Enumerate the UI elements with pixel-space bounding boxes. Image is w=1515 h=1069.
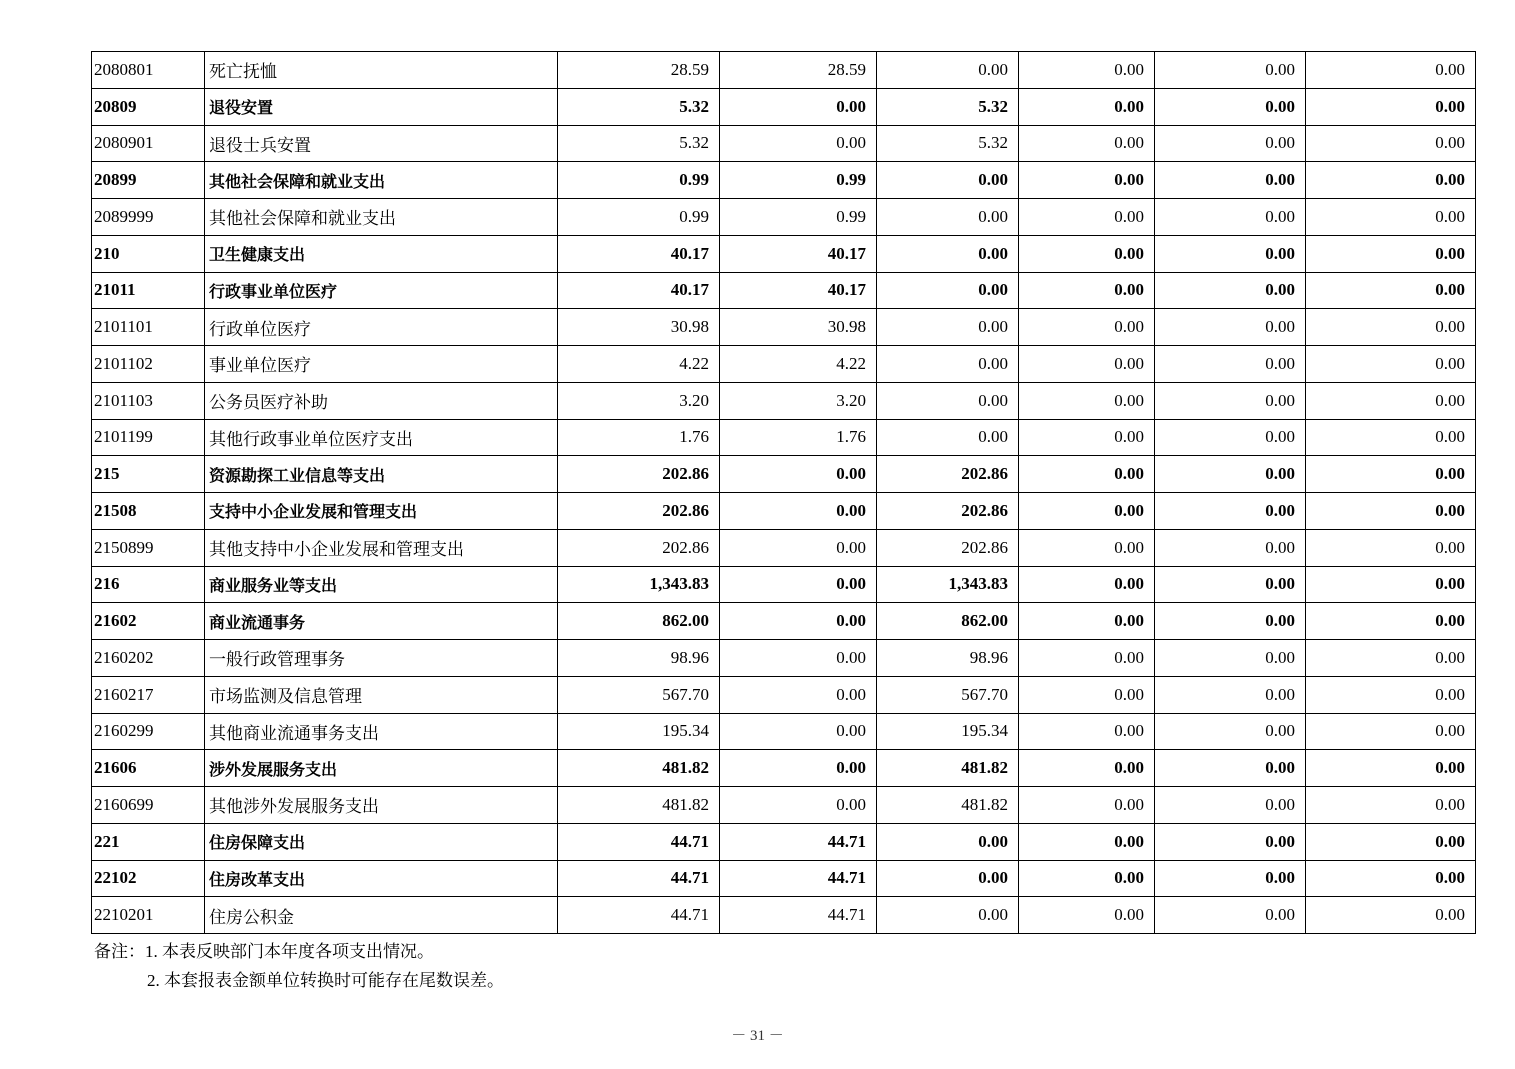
table-row	[92, 566, 1476, 603]
table-row	[92, 860, 1476, 897]
amount-cell: 0.00	[1306, 897, 1476, 934]
amount-cell: 0.00	[1019, 235, 1155, 272]
amount-cell: 0.00	[1306, 199, 1476, 236]
subject-name-cell: 其他社会保障和就业支出	[205, 199, 558, 236]
amount-cell: 0.00	[877, 199, 1019, 236]
amount-cell: 0.99	[558, 199, 720, 236]
amount-cell: 0.00	[877, 860, 1019, 897]
amount-cell: 0.00	[1155, 235, 1306, 272]
amount-cell: 0.00	[1306, 640, 1476, 677]
amount-cell: 0.00	[1019, 787, 1155, 824]
amount-cell: 0.00	[1155, 529, 1306, 566]
table-row	[92, 787, 1476, 824]
table-row	[92, 713, 1476, 750]
amount-cell: 0.00	[720, 88, 877, 125]
subject-code-cell: 2101101	[92, 309, 205, 346]
amount-cell: 0.00	[1019, 162, 1155, 199]
amount-cell: 3.20	[720, 382, 877, 419]
table-row	[92, 235, 1476, 272]
amount-cell: 0.00	[1306, 309, 1476, 346]
amount-cell: 0.00	[1306, 603, 1476, 640]
amount-cell: 0.00	[1155, 162, 1306, 199]
table-row	[92, 125, 1476, 162]
table-row	[92, 456, 1476, 493]
subject-code-cell: 21011	[92, 272, 205, 309]
amount-cell: 0.00	[720, 125, 877, 162]
amount-cell: 202.86	[558, 529, 720, 566]
amount-cell: 0.00	[720, 750, 877, 787]
amount-cell: 481.82	[877, 750, 1019, 787]
amount-cell: 0.00	[877, 162, 1019, 199]
amount-cell: 44.71	[558, 897, 720, 934]
amount-cell: 0.00	[1155, 419, 1306, 456]
subject-name-cell: 商业服务业等支出	[205, 566, 558, 603]
subject-code-cell: 215	[92, 456, 205, 493]
subject-name-cell: 商业流通事务	[205, 603, 558, 640]
amount-cell: 0.00	[1019, 750, 1155, 787]
amount-cell: 1.76	[720, 419, 877, 456]
amount-cell: 44.71	[558, 823, 720, 860]
amount-cell: 0.99	[720, 199, 877, 236]
amount-cell: 0.00	[1155, 125, 1306, 162]
subject-name-cell: 支持中小企业发展和管理支出	[205, 493, 558, 530]
amount-cell: 0.00	[1019, 603, 1155, 640]
amount-cell: 98.96	[558, 640, 720, 677]
amount-cell: 202.86	[877, 456, 1019, 493]
amount-cell: 0.00	[1155, 493, 1306, 530]
amount-cell: 0.00	[1019, 493, 1155, 530]
subject-code-cell: 2160217	[92, 676, 205, 713]
amount-cell: 0.00	[1019, 713, 1155, 750]
table-row	[92, 419, 1476, 456]
amount-cell: 0.00	[1019, 529, 1155, 566]
amount-cell: 0.00	[720, 640, 877, 677]
amount-cell: 0.00	[1155, 272, 1306, 309]
amount-cell: 0.00	[1155, 787, 1306, 824]
subject-code-cell: 22102	[92, 860, 205, 897]
amount-cell: 0.00	[1306, 566, 1476, 603]
subject-name-cell: 退役士兵安置	[205, 125, 558, 162]
amount-cell: 0.00	[1019, 823, 1155, 860]
table-row	[92, 493, 1476, 530]
amount-cell: 0.00	[1306, 125, 1476, 162]
amount-cell: 0.00	[720, 676, 877, 713]
amount-cell: 0.00	[1306, 823, 1476, 860]
amount-cell: 0.00	[877, 419, 1019, 456]
subject-name-cell: 住房保障支出	[205, 823, 558, 860]
subject-name-cell: 死亡抚恤	[205, 52, 558, 89]
page-number: － 31 －	[731, 1028, 784, 1044]
subject-name-cell: 市场监测及信息管理	[205, 676, 558, 713]
subject-name-cell: 住房公积金	[205, 897, 558, 934]
amount-cell: 0.00	[1306, 235, 1476, 272]
amount-cell: 3.20	[558, 382, 720, 419]
amount-cell: 195.34	[558, 713, 720, 750]
amount-cell: 0.00	[720, 456, 877, 493]
amount-cell: 5.32	[877, 125, 1019, 162]
amount-cell: 0.00	[877, 52, 1019, 89]
subject-code-cell: 2089999	[92, 199, 205, 236]
amount-cell: 0.00	[1155, 860, 1306, 897]
amount-cell: 0.00	[720, 566, 877, 603]
amount-cell: 0.00	[1306, 676, 1476, 713]
amount-cell: 0.00	[1155, 309, 1306, 346]
amount-cell: 40.17	[720, 272, 877, 309]
footnote-1: 备注：1. 本表反映部门本年度各项支出情况。	[94, 942, 434, 961]
subject-code-cell: 2101103	[92, 382, 205, 419]
subject-code-cell: 2150899	[92, 529, 205, 566]
amount-cell: 0.00	[877, 235, 1019, 272]
subject-name-cell: 卫生健康支出	[205, 235, 558, 272]
amount-cell: 40.17	[558, 272, 720, 309]
amount-cell: 195.34	[877, 713, 1019, 750]
amount-cell: 28.59	[558, 52, 720, 89]
amount-cell: 0.00	[1155, 199, 1306, 236]
amount-cell: 1,343.83	[877, 566, 1019, 603]
amount-cell: 481.82	[558, 750, 720, 787]
subject-name-cell: 资源勘探工业信息等支出	[205, 456, 558, 493]
amount-cell: 0.00	[1306, 713, 1476, 750]
subject-name-cell: 涉外发展服务支出	[205, 750, 558, 787]
amount-cell: 4.22	[720, 346, 877, 383]
amount-cell: 44.71	[558, 860, 720, 897]
amount-cell: 0.00	[1019, 860, 1155, 897]
subject-code-cell: 210	[92, 235, 205, 272]
amount-cell: 0.00	[1306, 456, 1476, 493]
subject-code-cell: 2101102	[92, 346, 205, 383]
amount-cell: 0.00	[877, 382, 1019, 419]
table-row	[92, 52, 1476, 89]
amount-cell: 0.00	[1019, 382, 1155, 419]
amount-cell: 1.76	[558, 419, 720, 456]
amount-cell: 0.00	[720, 787, 877, 824]
subject-code-cell: 2080801	[92, 52, 205, 89]
table-row	[92, 346, 1476, 383]
amount-cell: 0.00	[1155, 88, 1306, 125]
amount-cell: 0.00	[1306, 88, 1476, 125]
amount-cell: 0.00	[1306, 750, 1476, 787]
amount-cell: 0.00	[1155, 897, 1306, 934]
amount-cell: 0.00	[720, 713, 877, 750]
amount-cell: 0.00	[1155, 382, 1306, 419]
amount-cell: 0.00	[1019, 640, 1155, 677]
amount-cell: 0.00	[877, 897, 1019, 934]
subject-name-cell: 行政单位医疗	[205, 309, 558, 346]
subject-code-cell: 2160202	[92, 640, 205, 677]
amount-cell: 0.00	[877, 346, 1019, 383]
amount-cell: 0.00	[1306, 787, 1476, 824]
subject-code-cell: 221	[92, 823, 205, 860]
amount-cell: 0.00	[1019, 897, 1155, 934]
amount-cell: 5.32	[877, 88, 1019, 125]
subject-code-cell: 2210201	[92, 897, 205, 934]
subject-code-cell: 2080901	[92, 125, 205, 162]
amount-cell: 44.71	[720, 860, 877, 897]
amount-cell: 0.00	[877, 823, 1019, 860]
amount-cell: 0.00	[1019, 456, 1155, 493]
subject-name-cell: 其他行政事业单位医疗支出	[205, 419, 558, 456]
amount-cell: 0.00	[877, 272, 1019, 309]
subject-name-cell: 住房改革支出	[205, 860, 558, 897]
subject-name-cell: 事业单位医疗	[205, 346, 558, 383]
amount-cell: 0.00	[720, 603, 877, 640]
amount-cell: 0.00	[1306, 162, 1476, 199]
subject-name-cell: 其他支持中小企业发展和管理支出	[205, 529, 558, 566]
amount-cell: 0.00	[1019, 52, 1155, 89]
table-row	[92, 272, 1476, 309]
table-row	[92, 309, 1476, 346]
subject-code-cell: 20809	[92, 88, 205, 125]
amount-cell: 481.82	[558, 787, 720, 824]
amount-cell: 202.86	[558, 493, 720, 530]
table-row	[92, 199, 1476, 236]
amount-cell: 0.00	[1019, 272, 1155, 309]
amount-cell: 0.00	[1155, 713, 1306, 750]
subject-name-cell: 退役安置	[205, 88, 558, 125]
amount-cell: 44.71	[720, 823, 877, 860]
amount-cell: 0.99	[558, 162, 720, 199]
amount-cell: 4.22	[558, 346, 720, 383]
amount-cell: 1,343.83	[558, 566, 720, 603]
table-row	[92, 603, 1476, 640]
amount-cell: 0.00	[1306, 860, 1476, 897]
table-row	[92, 640, 1476, 677]
subject-name-cell: 其他社会保障和就业支出	[205, 162, 558, 199]
amount-cell: 5.32	[558, 125, 720, 162]
subject-name-cell: 其他涉外发展服务支出	[205, 787, 558, 824]
amount-cell: 0.00	[1306, 382, 1476, 419]
amount-cell: 28.59	[720, 52, 877, 89]
amount-cell: 0.00	[1019, 199, 1155, 236]
amount-cell: 0.00	[1306, 52, 1476, 89]
amount-cell: 0.00	[720, 493, 877, 530]
amount-cell: 0.00	[1019, 309, 1155, 346]
amount-cell: 0.00	[1306, 493, 1476, 530]
subject-code-cell: 20899	[92, 162, 205, 199]
footnotes	[94, 937, 504, 995]
amount-cell: 0.00	[1019, 566, 1155, 603]
table-row	[92, 823, 1476, 860]
amount-cell: 0.00	[1306, 529, 1476, 566]
table-body	[92, 52, 1476, 934]
amount-cell: 567.70	[558, 676, 720, 713]
amount-cell: 481.82	[877, 787, 1019, 824]
amount-cell: 0.00	[720, 529, 877, 566]
subject-name-cell: 行政事业单位医疗	[205, 272, 558, 309]
amount-cell: 44.71	[720, 897, 877, 934]
amount-cell: 0.00	[1306, 346, 1476, 383]
amount-cell: 567.70	[877, 676, 1019, 713]
subject-name-cell: 公务员医疗补助	[205, 382, 558, 419]
subject-code-cell: 2160299	[92, 713, 205, 750]
amount-cell: 5.32	[558, 88, 720, 125]
subject-code-cell: 21602	[92, 603, 205, 640]
amount-cell: 0.00	[1155, 676, 1306, 713]
amount-cell: 30.98	[720, 309, 877, 346]
expenditure-table	[91, 51, 1476, 934]
amount-cell: 0.00	[1155, 566, 1306, 603]
subject-name-cell: 其他商业流通事务支出	[205, 713, 558, 750]
amount-cell: 0.00	[1019, 88, 1155, 125]
amount-cell: 98.96	[877, 640, 1019, 677]
amount-cell: 862.00	[558, 603, 720, 640]
subject-name-cell: 一般行政管理事务	[205, 640, 558, 677]
table-row	[92, 750, 1476, 787]
subject-code-cell: 2101199	[92, 419, 205, 456]
table-row	[92, 529, 1476, 566]
amount-cell: 40.17	[558, 235, 720, 272]
amount-cell: 0.00	[1019, 419, 1155, 456]
table-row	[92, 88, 1476, 125]
footnote-2: 2. 本套报表金额单位转换时可能存在尾数误差。	[147, 971, 504, 990]
amount-cell: 0.00	[1155, 750, 1306, 787]
amount-cell: 862.00	[877, 603, 1019, 640]
amount-cell: 0.00	[1306, 419, 1476, 456]
amount-cell: 0.00	[1155, 346, 1306, 383]
table-row	[92, 676, 1476, 713]
table-row	[92, 382, 1476, 419]
subject-code-cell: 21508	[92, 493, 205, 530]
amount-cell: 0.99	[720, 162, 877, 199]
amount-cell: 202.86	[877, 493, 1019, 530]
table-row	[92, 897, 1476, 934]
amount-cell: 40.17	[720, 235, 877, 272]
table-row	[92, 162, 1476, 199]
amount-cell: 30.98	[558, 309, 720, 346]
amount-cell: 0.00	[1155, 456, 1306, 493]
amount-cell: 0.00	[1155, 52, 1306, 89]
amount-cell: 0.00	[1019, 676, 1155, 713]
subject-code-cell: 21606	[92, 750, 205, 787]
amount-cell: 0.00	[1155, 603, 1306, 640]
amount-cell: 0.00	[1019, 346, 1155, 383]
amount-cell: 0.00	[1155, 640, 1306, 677]
amount-cell: 202.86	[877, 529, 1019, 566]
amount-cell: 202.86	[558, 456, 720, 493]
subject-code-cell: 216	[92, 566, 205, 603]
amount-cell: 0.00	[1155, 823, 1306, 860]
amount-cell: 0.00	[1306, 272, 1476, 309]
subject-code-cell: 2160699	[92, 787, 205, 824]
amount-cell: 0.00	[1019, 125, 1155, 162]
amount-cell: 0.00	[877, 309, 1019, 346]
